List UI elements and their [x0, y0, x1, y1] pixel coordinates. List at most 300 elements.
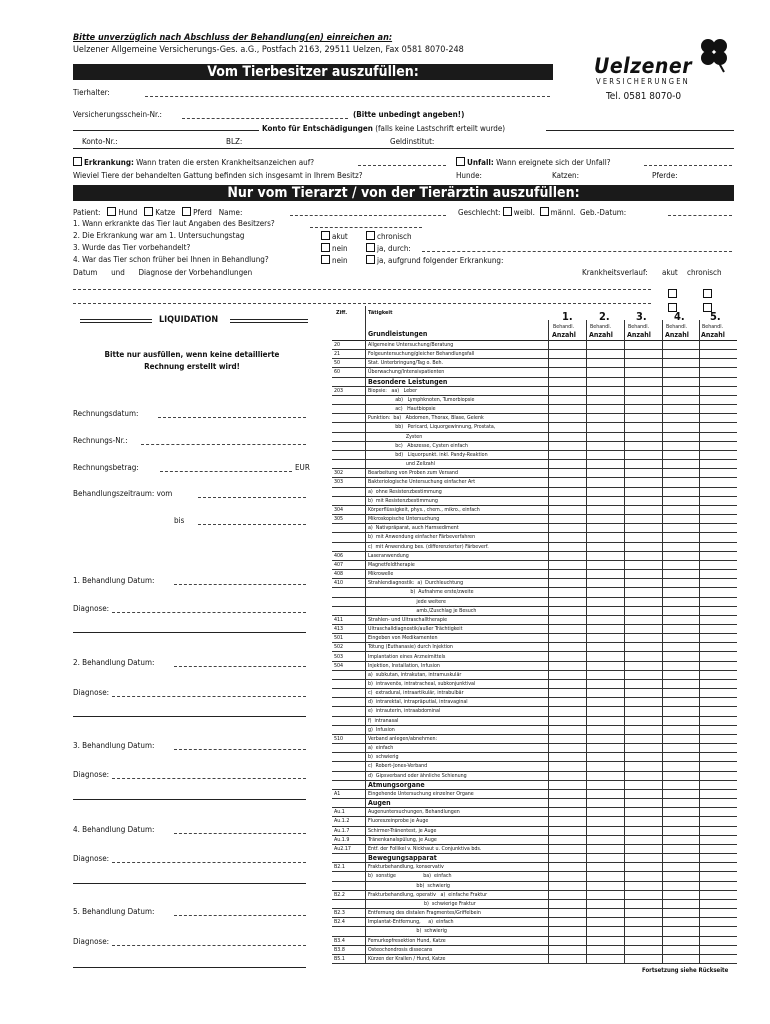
diagnose-5-field[interactable] — [112, 945, 306, 946]
bitte-angeben-note: (Bitte unbedingt angeben!) — [353, 110, 465, 119]
zeitraum-text: Behandlungszeitraum: — [73, 489, 155, 498]
weibl-label: weibl. — [513, 208, 535, 217]
akut-option — [321, 231, 348, 241]
question-2: 2. Die Erkrankung war am 1. Untersuchungstag — [73, 231, 245, 240]
table-row[interactable] — [332, 423, 737, 432]
wieviel-question: Wieviel Tiere der behandelten Gattung befinden sich insgesamt in Ihrem Besitz? — [73, 171, 363, 180]
diagnose-1-label: Diagnose: — [73, 604, 110, 613]
und-label: und — [111, 268, 125, 277]
row-description: Strahlendiagnostik: a) Durchleuchtung — [368, 580, 464, 587]
row-description: Femurkopfresektion Hund, Katze — [368, 937, 446, 944]
table-row[interactable] — [332, 762, 737, 771]
table-row[interactable] — [332, 836, 737, 845]
diagnose-4-label: Diagnose: — [73, 854, 110, 863]
tierhalter-field[interactable] — [145, 96, 550, 97]
katzen-label: Katzen: — [552, 171, 580, 180]
row-description: Ultraschalldiagnostik/außer Trächtigkeit — [368, 626, 463, 632]
row-description: c) mit Anwendung bes. (differenzierter) Färbeverf. — [368, 543, 489, 550]
liquidation-rule-left — [80, 319, 152, 320]
unfall-date-field[interactable] — [644, 165, 732, 166]
table-row[interactable] — [332, 460, 737, 469]
hund-label: Hund — [118, 208, 138, 217]
q3-ja-checkbox[interactable] — [366, 243, 375, 252]
unfall-question: Wann ereignete sich der Unfall? — [496, 158, 611, 167]
col-5-number: 5. — [710, 310, 721, 323]
table-row[interactable] — [332, 653, 737, 662]
row-code: 504 — [334, 662, 344, 669]
row-description: Schirmer-Tränentest, je Auge — [368, 827, 437, 834]
row-description: bd) Liquorpunkt. inkl. Pandy-Reaktion — [368, 451, 488, 458]
table-row[interactable] — [332, 552, 737, 561]
table-row[interactable] — [332, 662, 737, 671]
unfall-row — [456, 157, 611, 167]
akut-checkbox[interactable] — [321, 231, 330, 240]
table-row[interactable] — [332, 378, 737, 387]
table-row[interactable] — [332, 744, 737, 753]
row-code: 203 — [334, 387, 344, 394]
row-code: 20 — [334, 342, 341, 348]
row-description: a) subkutan, intrakutan, intramuskulär — [368, 671, 462, 678]
table-row[interactable] — [332, 451, 737, 460]
behandlung-2-date-field[interactable] — [174, 666, 306, 667]
geschlecht-row — [458, 207, 626, 217]
row-code: 302 — [334, 470, 344, 477]
zeitraum-bis-field[interactable] — [198, 524, 306, 525]
col-4-anzahl: Anzahl — [665, 331, 689, 339]
table-row[interactable] — [332, 707, 737, 716]
row-description: Bakteriologische Untersuchung einfacher Art — [368, 479, 476, 486]
konto-rule-left — [73, 130, 259, 131]
patient-name-field[interactable] — [290, 215, 446, 216]
col-3-anzahl: Anzahl — [627, 331, 651, 339]
unfall-checkbox[interactable] — [456, 157, 465, 166]
diagnose-1-line[interactable] — [73, 632, 306, 633]
table-divider-col2 — [586, 320, 587, 964]
pferde-label: Pferde: — [652, 171, 678, 180]
geldinstitut-label: Geldinstitut: — [390, 137, 435, 146]
row-description: c) extradural, intraartikulär, intrabulbär — [368, 690, 464, 697]
row-description: b) mit Resistenzbestimmung — [368, 497, 438, 504]
col-3-number: 3. — [636, 310, 647, 323]
rechnungsbetrag-field[interactable] — [160, 471, 292, 472]
chronisch-label: chronisch — [377, 232, 412, 241]
maennl-checkbox[interactable] — [540, 207, 549, 216]
table-row[interactable] — [332, 854, 737, 863]
unfall-label: Unfall: — [467, 158, 494, 167]
table-row[interactable] — [332, 918, 737, 927]
row-description: a) Nativpräparat, auch Harnsediment — [368, 525, 459, 532]
row-description: g) Infusion — [368, 726, 395, 733]
liquidation-title: LIQUIDATION — [159, 315, 219, 325]
vorbehandlung-line-1[interactable] — [73, 289, 651, 290]
instruction-line: Bitte unverzüglich nach Abschluss der Behandlung(en) einreichen an: — [73, 33, 393, 43]
row-description: Allgemeine Untersuchung/Beratung — [368, 342, 454, 348]
row-description: Entfernung des distalen Fragmentes/Griffelbein — [368, 910, 481, 917]
table-row[interactable] — [332, 405, 737, 414]
row-description: Eingeben von Medikamenten — [368, 635, 438, 642]
row-code: 50 — [334, 360, 341, 367]
row-description: Magnetfeldtherapie — [368, 561, 415, 568]
row-code: Au.1.9 — [334, 836, 350, 843]
row-code: 411 — [334, 616, 344, 623]
row-code: Au.1.7 — [334, 827, 350, 834]
row-code: Au.1.2 — [334, 818, 350, 825]
behandlung-5-label: 5. Behandlung Datum: — [73, 907, 155, 916]
table-row[interactable] — [332, 726, 737, 735]
row-description: Überwachung/Intensivpatienten — [368, 369, 445, 376]
row-code: A1 — [334, 790, 341, 797]
row-description: Injektion, Installation, Infusion — [368, 662, 440, 669]
hund-checkbox[interactable] — [107, 207, 116, 216]
row-description: Osteochondrosis dissecans — [368, 946, 433, 953]
row-code: 407 — [334, 561, 344, 568]
logo-wordmark: Uelzener — [594, 54, 693, 78]
chronisch-option — [366, 231, 412, 241]
q3-ja-field[interactable] — [422, 251, 732, 252]
table-row[interactable] — [332, 570, 737, 579]
col-5-anzahl: Anzahl — [701, 331, 725, 339]
table-row[interactable] — [332, 607, 737, 616]
table-row[interactable] — [332, 634, 737, 643]
rechnungsdatum-label: Rechnungsdatum: — [73, 409, 139, 418]
q4-nein-checkbox[interactable] — [321, 255, 330, 264]
row-description: bb) schwierig — [368, 882, 450, 889]
table-row[interactable] — [332, 955, 737, 964]
row-code: 510 — [334, 735, 344, 742]
liquidation-rule-left-2 — [80, 322, 152, 323]
geschlecht-label: Geschlecht: — [458, 208, 501, 217]
row-code: 413 — [334, 626, 344, 632]
liquidation-note-2: Rechnung erstellt wird! — [144, 362, 240, 371]
table-row[interactable] — [332, 909, 737, 918]
table-row[interactable] — [332, 598, 737, 607]
table-row[interactable] — [332, 781, 737, 790]
question-1-field[interactable] — [310, 227, 422, 228]
table-row[interactable] — [332, 799, 737, 808]
tierhalter-label: Tierhalter: — [73, 88, 110, 97]
row-code: 408 — [334, 571, 344, 578]
row-description: b) schwierig — [368, 928, 447, 935]
q4-nein-label: nein — [332, 256, 348, 265]
col-5-behandl: Behandl. — [702, 324, 724, 330]
table-row[interactable] — [332, 735, 737, 744]
vet-section-title: Nur vom Tierarzt / von der Tierärztin auszufüllen: — [73, 185, 734, 201]
diagnose-3-label: Diagnose: — [73, 770, 110, 779]
rechnungsnr-label: Rechnungs-Nr.: — [73, 436, 128, 445]
row-code: B2.3 — [334, 910, 345, 917]
patient-label: Patient: — [73, 208, 101, 217]
table-row[interactable] — [332, 341, 737, 350]
konto-note: (falls keine Lastschrift erteilt wurde) — [375, 124, 506, 133]
section-heading: Besondere Leistungen — [368, 377, 448, 386]
q4-nein-option — [321, 255, 348, 265]
table-row[interactable] — [332, 442, 737, 451]
row-code: 501 — [334, 635, 344, 642]
row-description: b) schwierig — [368, 754, 399, 761]
col-4-number: 4. — [674, 310, 685, 323]
row-description: Fluoreszeinprobe je Auge — [368, 818, 429, 825]
verlauf-chronisch-label: chronisch — [687, 268, 722, 277]
table-row[interactable] — [332, 863, 737, 872]
table-row[interactable] — [332, 772, 737, 781]
row-description: Implantation eines Arzneimittels — [368, 653, 446, 660]
q3-ja-label: ja, durch: — [377, 244, 411, 253]
table-row[interactable] — [332, 469, 737, 478]
table-row[interactable] — [332, 671, 737, 680]
row-description: ac) Hautbiopsie — [368, 406, 436, 413]
erkrankung-checkbox[interactable] — [73, 157, 82, 166]
diagnose-4-line[interactable] — [73, 883, 306, 884]
row-description: Frakturbehandlung, operativ a) einfache Fraktur — [368, 891, 488, 898]
table-row[interactable] — [332, 387, 737, 396]
katze-label: Katze — [155, 208, 176, 217]
geb-datum-field[interactable] — [668, 215, 732, 216]
name-label: Name: — [218, 208, 243, 217]
table-divider-code — [365, 306, 366, 964]
table-divider-col5 — [699, 320, 700, 964]
row-description: ab) Lymphknoten, Tumorbiopsie — [368, 396, 475, 403]
row-description: b) Aufnahme erste/zweite — [368, 589, 474, 596]
table-row[interactable] — [332, 808, 737, 817]
row-code: Au2.17 — [334, 845, 351, 852]
col-3-behandl: Behandl. — [628, 324, 650, 330]
table-row[interactable] — [332, 396, 737, 405]
diagnose-1-field[interactable] — [112, 612, 306, 613]
row-code: 503 — [334, 653, 344, 660]
table-row[interactable] — [332, 515, 737, 524]
q4-ja-option — [366, 255, 503, 265]
fortsetzung-note: Fortsetzung siehe Rückseite — [642, 967, 729, 974]
behandlung-5-date-field[interactable] — [174, 915, 306, 916]
liquidation-rule-right — [230, 319, 308, 320]
row-description: Mikroskopische Untersuchung — [368, 516, 440, 523]
zeitraum-label — [73, 489, 172, 498]
row-description: jede weitere — [368, 598, 446, 605]
row-code: B2.1 — [334, 864, 345, 871]
table-row[interactable] — [332, 350, 737, 359]
table-row[interactable] — [332, 588, 737, 597]
table-row[interactable] — [332, 927, 737, 936]
table-row[interactable] — [332, 872, 737, 881]
col-2-anzahl: Anzahl — [589, 331, 613, 339]
question-3: 3. Wurde das Tier vorbehandelt? — [73, 243, 191, 252]
clover-icon — [694, 34, 734, 74]
row-code: B5.1 — [334, 955, 345, 962]
insurer-phone: Tel. 0581 8070-0 — [606, 91, 682, 102]
row-code: 21 — [334, 351, 341, 358]
table-row[interactable] — [332, 900, 737, 909]
owner-section-title: Vom Tierbesitzer auszufüllen: — [73, 64, 553, 80]
table-row[interactable] — [332, 698, 737, 707]
maennl-label: männl. — [550, 208, 576, 217]
table-row[interactable] — [332, 359, 737, 368]
table-row[interactable] — [332, 524, 737, 533]
table-row[interactable] — [332, 616, 737, 625]
rechnungsnr-field[interactable] — [141, 444, 306, 445]
ziff-header: Ziff. — [336, 310, 348, 316]
behandlung-4-date-field[interactable] — [174, 833, 306, 834]
diagnose-3-line[interactable] — [73, 799, 306, 800]
row-description: Punktion: ba) Abdomen, Thorax, Blase, Gelenk — [368, 415, 484, 422]
diagnose-4-field[interactable] — [112, 862, 306, 863]
konto-rule-right — [546, 130, 734, 131]
table-row[interactable] — [332, 533, 737, 542]
liquidation-note-1: Bitte nur ausfüllen, wenn keine detaillierte — [104, 350, 280, 359]
row-description: b) sonstige ba) einfach — [368, 873, 452, 880]
rechnungsdatum-field[interactable] — [158, 417, 306, 418]
row-code: 60 — [334, 369, 341, 376]
row-description: e) intrauterin, intraabdominal — [368, 708, 441, 715]
vorbehandlung-line-2[interactable] — [73, 303, 651, 304]
table-row[interactable] — [332, 506, 737, 515]
table-row[interactable] — [332, 717, 737, 726]
row-description: c) Robert-Jones-Verband — [368, 763, 428, 770]
pferd-checkbox[interactable] — [182, 207, 191, 216]
behandlung-4-label: 4. Behandlung Datum: — [73, 825, 155, 834]
row-description: a) ohne Resistenzbestimmung — [368, 488, 442, 495]
behandlung-1-label: 1. Behandlung Datum: — [73, 576, 155, 585]
row-description: a) einfach — [368, 745, 394, 752]
table-row[interactable] — [332, 579, 737, 588]
behandlung-1-date-field[interactable] — [174, 584, 306, 585]
table-row[interactable] — [332, 817, 737, 826]
krankheitsverlauf-label: Krankheitsverlauf: — [582, 268, 648, 277]
table-row[interactable] — [332, 790, 737, 799]
konto-title: Konto für Entschädigungen — [262, 124, 373, 133]
row-code: B2.2 — [334, 891, 345, 898]
diagnose-2-field[interactable] — [112, 696, 306, 697]
row-description: Strahlen- und Ultraschalltherapie — [368, 616, 448, 623]
q4-ja-checkbox[interactable] — [366, 255, 375, 264]
row-description: f) intranasal — [368, 717, 399, 724]
table-row[interactable] — [332, 643, 737, 652]
weibl-checkbox[interactable] — [503, 207, 512, 216]
katze-checkbox[interactable] — [144, 207, 153, 216]
hunde-label: Hunde: — [456, 171, 482, 180]
table-divider-col4 — [662, 320, 663, 964]
row-description: Zysten — [368, 433, 423, 440]
diagnose-5-line[interactable] — [73, 967, 306, 968]
table-row[interactable] — [332, 680, 737, 689]
eur-label: EUR — [295, 463, 310, 472]
logo-subtitle: VERSICHERUNGEN — [596, 77, 690, 86]
diagnose-2-label: Diagnose: — [73, 688, 110, 697]
behandlung-2-label: 2. Behandlung Datum: — [73, 658, 155, 667]
section-heading: Augen — [368, 799, 391, 808]
liquidation-rule-right-2 — [230, 322, 308, 323]
diagnose-3-field[interactable] — [112, 778, 306, 779]
table-row[interactable] — [332, 488, 737, 497]
insurer-address: Uelzener Allgemeine Versicherungs-Ges. a.G., Postfach 2163, 29511 Uelzen, Fax 0581 8070-248 — [73, 45, 464, 55]
patient-row — [73, 207, 242, 217]
erkrankung-label: Erkrankung: — [84, 158, 134, 167]
col-2-behandl: Behandl. — [590, 324, 612, 330]
table-row[interactable] — [332, 845, 737, 854]
vom-label: vom — [156, 489, 173, 498]
row-description: bb) Pericard, Liquorgewinnung, Prostata, — [368, 424, 496, 431]
blz-label: BLZ: — [226, 137, 243, 146]
table-row[interactable] — [332, 497, 737, 506]
q3-nein-checkbox[interactable] — [321, 243, 330, 252]
row-code: 304 — [334, 506, 344, 513]
diagnose-vorbeh-label: Diagnose der Vorbehandlungen — [138, 268, 253, 277]
row-description: Laseranwendung — [368, 552, 409, 559]
row-code: B3.4 — [334, 937, 345, 944]
table-row[interactable] — [332, 753, 737, 762]
behandlung-3-date-field[interactable] — [174, 749, 306, 750]
row-description: Folgeuntersuchung/gleicher Behandlungsfall — [368, 351, 475, 358]
col-1-anzahl: Anzahl — [552, 331, 576, 339]
rechnungsbetrag-label: Rechnungsbetrag: — [73, 463, 139, 472]
datum-label: Datum — [73, 268, 98, 277]
zeitraum-vom-field[interactable] — [198, 497, 306, 498]
table-row[interactable] — [332, 625, 737, 634]
taetigkeit-header: Tätigkeit — [368, 310, 393, 316]
erkrankung-question: Wann traten die ersten Krankheitsanzeichen auf? — [136, 158, 315, 167]
table-row[interactable] — [332, 827, 737, 836]
row-description: Körperflüssigkeit, phys., chem., mikro., einfach — [368, 506, 480, 513]
row-description: Stat. Unterbringung/Tag o. Beh. — [368, 360, 444, 367]
section-heading: Bewegungsapparat — [368, 854, 437, 863]
table-row[interactable] — [332, 543, 737, 552]
row-description: Entf. der Follikel v. Nickhaut u. Conjunktiva bds. — [368, 845, 482, 852]
row-description: Bearbeitung von Proben zum Versand — [368, 470, 458, 477]
row-description: b) schwierige Fraktur — [368, 900, 476, 907]
table-row[interactable] — [332, 946, 737, 955]
row-description: Eingehende Untersuchung einzelner Organe — [368, 790, 474, 797]
table-row[interactable] — [332, 414, 737, 423]
row-code: 303 — [334, 479, 344, 486]
diagnose-2-line[interactable] — [73, 716, 306, 717]
table-row[interactable] — [332, 891, 737, 900]
table-divider-col3 — [624, 320, 625, 964]
table-row[interactable] — [332, 689, 737, 698]
row-description: Augenuntersuchungen, Behandlungen — [368, 809, 460, 816]
col-1-behandl: Behandl. — [553, 324, 575, 330]
row-description: Implantat-Entfernung, a) einfach — [368, 919, 454, 926]
konto-heading — [262, 124, 505, 133]
table-row[interactable] — [332, 882, 737, 891]
row-description: und Zellzahl — [368, 461, 436, 468]
diagnose-5-label: Diagnose: — [73, 937, 110, 946]
q3-nein-label: nein — [332, 244, 348, 253]
table-divider-col1 — [548, 320, 549, 964]
table-row[interactable] — [332, 368, 737, 377]
col-1-number: 1. — [562, 310, 573, 323]
q3-nein-option — [321, 243, 348, 253]
row-code: 502 — [334, 644, 344, 651]
row-code: 305 — [334, 516, 344, 523]
versicherungsschein-field[interactable] — [182, 118, 348, 119]
table-row[interactable] — [332, 478, 737, 487]
row-description: Frakturbehandlung, konservativ — [368, 864, 444, 871]
table-row[interactable] — [332, 937, 737, 946]
verlauf-akut-label: akut — [662, 268, 678, 277]
row-code: Au.1 — [334, 809, 345, 816]
row-description: bc) Abszesse, Cysten einfach — [368, 442, 468, 449]
table-row[interactable] — [332, 561, 737, 570]
section-heading: Atmungsorgane — [368, 780, 425, 789]
bis-label: bis — [174, 516, 185, 525]
row-description: amb./Zuschlag je Besuch — [368, 607, 477, 614]
table-row[interactable] — [332, 433, 737, 442]
behandlung-3-label: 3. Behandlung Datum: — [73, 741, 155, 750]
q4-ja-label: ja, aufgrund folgender Erkrankung: — [377, 256, 504, 265]
akut-label: akut — [332, 232, 348, 241]
erkrankung-date-field[interactable] — [358, 165, 446, 166]
chronisch-checkbox[interactable] — [366, 231, 375, 240]
row-description: d) Gipsverband oder ähnliche Schienung — [368, 772, 467, 779]
